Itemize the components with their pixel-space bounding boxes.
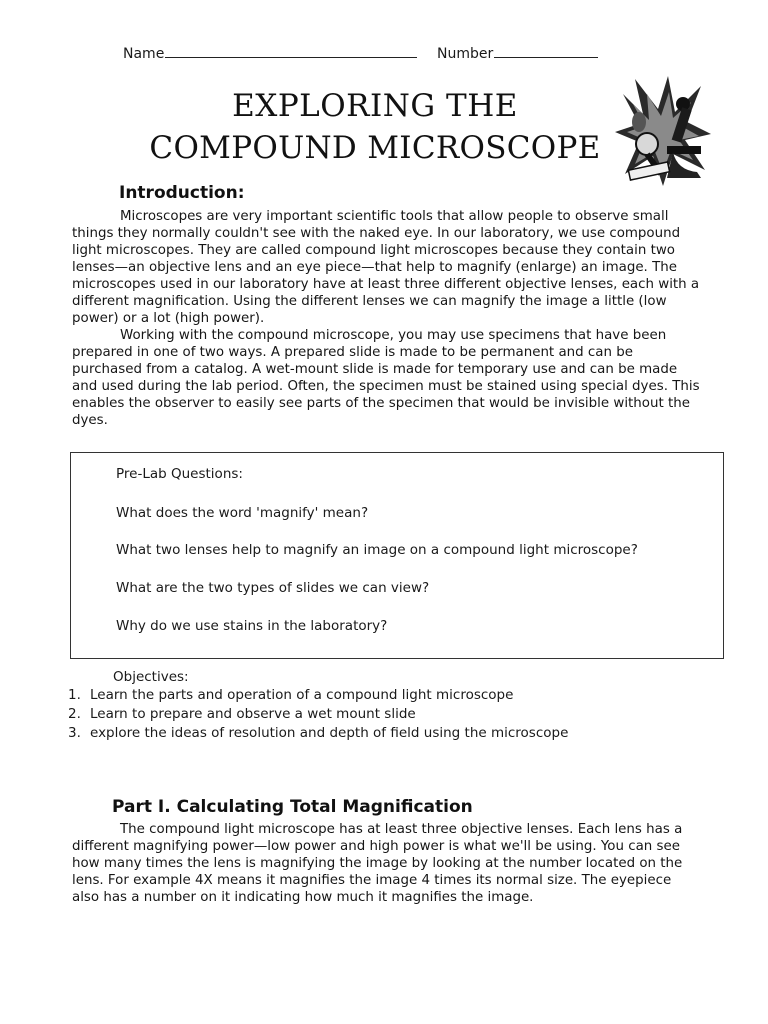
part1-heading: Part I. Calculating Total Magnification (112, 797, 473, 817)
name-label: Name (123, 46, 165, 62)
name-blank-line (165, 42, 417, 58)
list-item-text: Learn the parts and operation of a compound light microscope (90, 687, 514, 703)
list-item-number: 1. (68, 687, 81, 703)
name-field (123, 42, 417, 62)
objectives-title: Objectives: (113, 669, 189, 685)
prelab-title: Pre-Lab Questions: (116, 466, 243, 482)
number-label: Number (437, 46, 494, 62)
prelab-question: What two lenses help to magnify an image on a compound light microscope? (116, 542, 638, 558)
prelab-questions-box (70, 452, 724, 659)
list-item (68, 686, 568, 705)
list-item-text: Learn to prepare and observe a wet mount slide (90, 706, 416, 722)
prelab-question: What does the word 'magnify' mean? (116, 505, 369, 521)
introduction-body (72, 208, 700, 429)
list-item-text: explore the ideas of resolution and depth of field using the microscope (90, 725, 569, 741)
list-item-number: 2. (68, 706, 81, 722)
page-title-line-1: EXPLORING THE (232, 88, 518, 124)
objectives-list (68, 686, 568, 743)
part1-body (72, 821, 700, 906)
number-blank-line (494, 42, 598, 58)
number-field (437, 42, 598, 62)
part1-paragraph: The compound light microscope has at least three objective lenses. Each lens has a different magnifying power—low power and high power is what we'll be using. You can see how many times the lens is magnifying the image by looking at the number located on the lens. For example 4X means it magnifies the image 4 times its normal size. The eyepiece also has a number on it indicating how much it magnifies the image. (72, 822, 683, 905)
list-item (68, 724, 568, 743)
introduction-heading: Introduction: (119, 183, 245, 203)
list-item-number: 3. (68, 725, 81, 741)
introduction-paragraph: Working with the compound microscope, you may use specimens that have been prepared in one of two ways. A prepared slide is made to be permanent and can be purchased from a catalog. A wet-mount slide is made for temporary use and can be made and used during the lab period. Often, the specimen must be stained using special dyes. This enables the observer to easily see parts of the specimen that would be invisible without the dyes. (72, 328, 700, 428)
page-title-line-2: COMPOUND MICROSCOPE (149, 130, 601, 166)
prelab-question: Why do we use stains in the laboratory? (116, 618, 388, 634)
list-item (68, 705, 568, 724)
microscope-clipart-icon (613, 74, 713, 190)
prelab-question: What are the two types of slides we can view? (116, 580, 430, 596)
introduction-paragraph: Microscopes are very important scientific tools that allow people to observe small things they normally couldn't see with the naked eye. In our laboratory, we use compound light microscopes. They are called compound light microscopes because they contain two lenses—an objective lens and an eye piece—that help to magnify (enlarge) an image. The microscopes used in our laboratory have at least three different objective lenses, each with a different magnification. Using the different lenses we can magnify the image a little (low power) or a lot (high power). (72, 209, 700, 326)
